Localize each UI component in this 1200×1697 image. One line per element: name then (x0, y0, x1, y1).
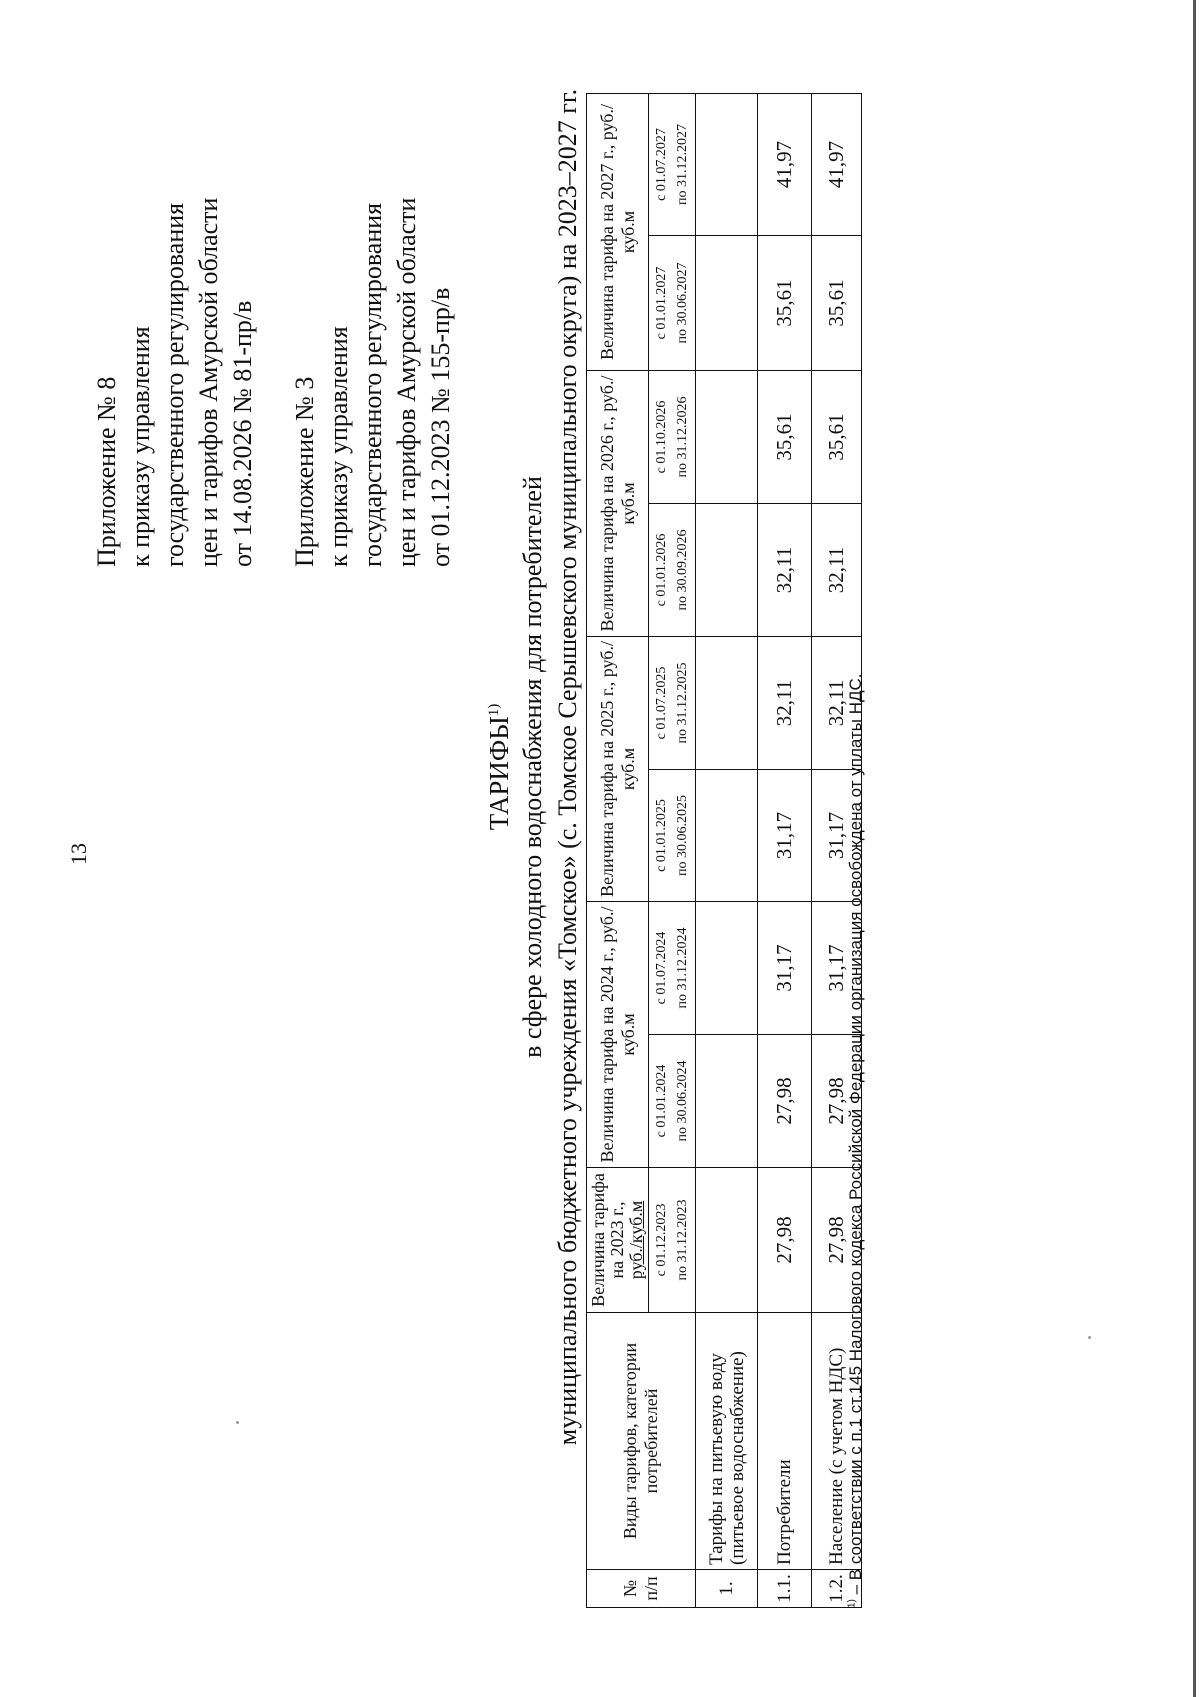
period-cell (649, 94, 696, 236)
period-to: по 31.12.2025 (675, 662, 690, 744)
appendix-previous (288, 198, 458, 567)
period-cell (649, 1035, 696, 1168)
header-2023 (587, 1168, 649, 1313)
tariff-value: 41,97 (758, 94, 812, 236)
period-cell (649, 504, 696, 637)
subtitle-line-1: в сфере холодного водоснабжения для потребителей (518, 476, 547, 1058)
period-from: с 01.10.2026 (654, 400, 669, 474)
tariff-value: 32,11 (812, 504, 862, 637)
tariff-value (696, 236, 758, 371)
tariff-table (586, 93, 862, 1608)
period-from: с 01.01.2025 (654, 799, 669, 872)
footnote-text: – В соответствии с п.1 ст.145 Налогового кодекса Российской Федерации организация освобождена от уплаты НДС. (846, 673, 865, 1600)
tariff-value: 31,17 (758, 902, 812, 1035)
row-name-line: Тарифы на питьевую воду (705, 1353, 727, 1565)
appendix-line: к приказу управления (324, 326, 353, 567)
appendix-line: к приказу управления (126, 326, 155, 567)
row-num: 1.2. (812, 1570, 862, 1608)
tariff-value: 35,61 (812, 236, 862, 371)
tariff-value (696, 504, 758, 637)
appendix-line: Приложение № 3 (290, 376, 319, 567)
appendix-line: цен и тарифов Амурской области (392, 197, 421, 567)
period-to: по 30.06.2025 (675, 795, 690, 876)
footnote-mark: 1) (846, 1599, 858, 1608)
row-num: 1.1. (758, 1570, 812, 1608)
row-name-line: (питьевое водоснабжение) (726, 1351, 748, 1565)
title-text: ТАРИФЫ (484, 716, 514, 831)
tariff-value (696, 94, 758, 236)
row-name: Население (с учетом НДС) (812, 1313, 862, 1570)
header-type: Виды тарифов, категории потребителей (587, 1313, 696, 1570)
table-header-row (587, 94, 649, 1608)
period-cell (649, 770, 696, 902)
period-to: по 31.12.2024 (675, 927, 690, 1009)
period-to: по 31.12.2023 (675, 1199, 690, 1281)
footnote (846, 674, 866, 1609)
tariff-value: 31,17 (758, 770, 812, 902)
period-cell (649, 371, 696, 504)
tariff-value (696, 637, 758, 770)
row-name (696, 1313, 758, 1570)
appendix-line: государственного регулирования (358, 202, 387, 567)
tariff-value: 32,11 (758, 504, 812, 637)
header-2023-unit: руб./куб.м (626, 1200, 646, 1280)
table-row (696, 94, 758, 1608)
period-to: по 30.06.2027 (675, 262, 690, 344)
tariff-value: 27,98 (812, 1168, 862, 1313)
period-to: по 30.06.2024 (675, 1060, 690, 1142)
tariff-value (696, 902, 758, 1035)
appendix-line: государственного регулирования (160, 202, 189, 567)
tariff-value: 35,61 (758, 236, 812, 371)
period-cell (649, 637, 696, 770)
appendix-line: цен и тарифов Амурской области (194, 197, 223, 567)
tariff-value: 41,97 (812, 94, 862, 236)
header-num: № п/п (587, 1570, 696, 1608)
period-to: по 31.12.2026 (675, 396, 690, 478)
header-2023-text: Величина тарифа на 2023 г., (588, 1173, 627, 1307)
page-number: 13 (66, 843, 91, 865)
tariff-value: 32,11 (758, 637, 812, 770)
header-2024: Величина тарифа на 2024 г., руб./куб.м (587, 902, 649, 1168)
title-footnote-mark: 1) (486, 703, 502, 717)
tariff-value: 27,98 (758, 1035, 812, 1168)
tariff-value (696, 1168, 758, 1313)
table-row (758, 94, 812, 1608)
document-title (484, 0, 515, 1547)
appendix-current (90, 198, 260, 567)
period-from: с 01.01.2024 (654, 1064, 669, 1138)
period-from: с 01.01.2027 (654, 266, 669, 340)
period-from: с 01.07.2027 (654, 128, 669, 201)
tariff-value: 35,61 (812, 371, 862, 504)
period-from: с 01.07.2025 (654, 666, 669, 740)
period-from: с 01.12.2023 (654, 1203, 669, 1277)
subtitle-line-2: муниципального бюджетного учреждения «Томское» (с. Томское Серышевского муниципального округа) на 2023–2027 гг. (553, 88, 582, 1446)
period-from: с 01.01.2026 (654, 533, 669, 607)
header-2025: Величина тарифа на 2025 г., руб./куб.м (587, 637, 649, 902)
period-to: по 30.09.2026 (675, 529, 690, 611)
tariff-value: 32,11 (812, 637, 862, 770)
period-cell (649, 236, 696, 371)
tariff-value: 31,17 (812, 770, 862, 902)
tariff-value: 27,98 (812, 1035, 862, 1168)
row-num: 1. (696, 1570, 758, 1608)
header-2027: Величина тарифа на 2027 г., руб./куб.м (587, 94, 649, 371)
header-2026: Величина тарифа на 2026 г., руб./куб.м (587, 371, 649, 637)
tariff-value (696, 1035, 758, 1168)
tariff-value (696, 371, 758, 504)
appendix-line: от 14.08.2026 № 81-пр/в (228, 300, 257, 567)
period-to: по 31.12.2027 (675, 124, 690, 205)
period-cell (649, 1168, 696, 1313)
appendix-line: Приложение № 8 (92, 376, 121, 567)
period-cell (649, 902, 696, 1035)
appendix-line: от 01.12.2023 № 155-пр/в (426, 287, 455, 567)
tariff-value (696, 770, 758, 902)
period-from: с 01.07.2024 (654, 931, 669, 1005)
row-name: Потребители (758, 1313, 812, 1570)
tariff-value: 27,98 (758, 1168, 812, 1313)
tariff-value: 31,17 (812, 902, 862, 1035)
tariff-value: 35,61 (758, 371, 812, 504)
